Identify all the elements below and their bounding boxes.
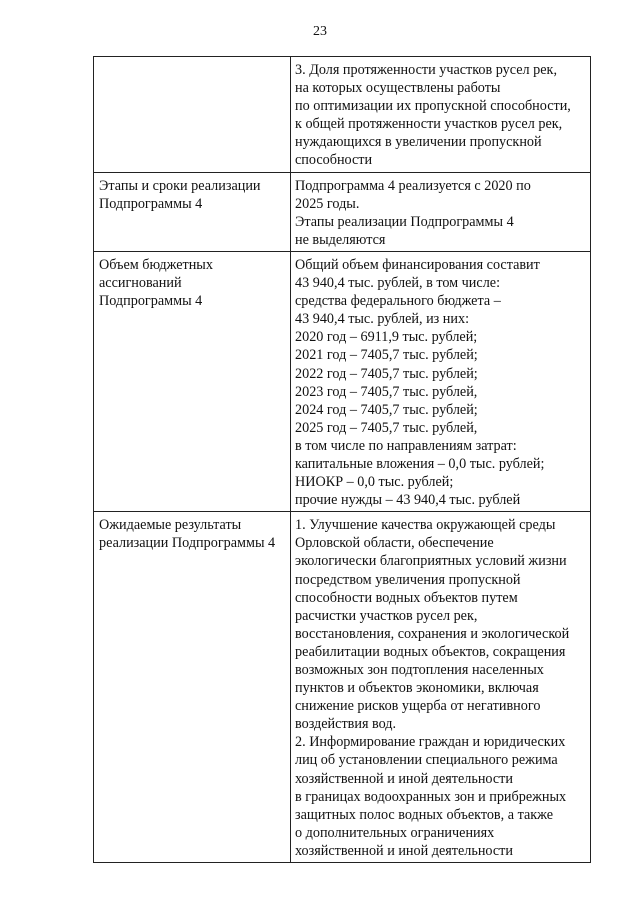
text-line: Этапы и сроки реализации: [99, 177, 261, 194]
text-line: лиц об установлении специального режима: [295, 752, 558, 769]
text-line: 43 940,4 тыс. рублей, из них:: [295, 311, 470, 328]
text-line: 2021 год – 7405,7 тыс. рублей;: [295, 347, 478, 364]
text-line: в том числе по направлениям затрат:: [295, 437, 517, 454]
text-line: 2020 год – 6911,9 тыс. рублей;: [295, 329, 478, 346]
text-line: к общей протяженности участков русел рек,: [295, 116, 563, 133]
row-value: [291, 512, 591, 863]
table-row-indicators: [94, 57, 591, 173]
text-line: прочие нужды – 43 940,4 тыс. рублей: [295, 492, 521, 509]
text-line: реализации Подпрограммы 4: [99, 535, 276, 552]
text-line: не выделяются: [295, 231, 386, 248]
row-value: [291, 57, 591, 173]
text-line: в границах водоохранных зон и прибрежных: [295, 788, 567, 805]
text-line: воздействия вод.: [295, 716, 397, 733]
text-line: 2023 год – 7405,7 тыс. рублей,: [295, 383, 478, 400]
page-number: 23: [313, 24, 327, 39]
text-line: расчистки участков русел рек,: [295, 607, 478, 624]
text-line: способности водных объектов путем: [295, 589, 518, 606]
text-line: Этапы реализации Подпрограммы 4: [295, 213, 514, 230]
row-label: [94, 512, 291, 863]
text-line: 2025 годы.: [295, 195, 360, 212]
text-line: по оптимизации их пропускной способности,: [295, 98, 571, 115]
text-line: реабилитации водных объектов, сокращения: [295, 643, 566, 660]
text-line: 2024 год – 7405,7 тыс. рублей;: [295, 401, 478, 418]
text-line: защитных полос водных объектов, а также: [295, 806, 554, 823]
table-row-expected-results: [94, 512, 591, 863]
text-line: хозяйственной и иной деятельности: [295, 842, 513, 859]
text-line: Орловской области, обеспечение: [295, 535, 494, 552]
text-line: посредством увеличения пропускной: [295, 571, 521, 588]
text-line: на которых осуществлены работы: [295, 80, 501, 97]
row-label: [94, 251, 291, 511]
text-line: средства федерального бюджета –: [295, 293, 501, 310]
text-line: Общий объем финансирования составит: [295, 256, 540, 273]
text-line: 1. Улучшение качества окружающей среды: [295, 517, 556, 534]
text-line: хозяйственной и иной деятельности: [295, 770, 513, 787]
text-line: Подпрограммы 4: [99, 293, 203, 310]
text-line: пунктов и объектов экономики, включая: [295, 680, 539, 697]
text-line: 43 940,4 тыс. рублей, в том числе:: [295, 275, 501, 292]
text-line: о дополнительных ограничениях: [295, 824, 495, 841]
text-line: нуждающихся в увеличении пропускной: [295, 134, 542, 151]
text-line: возможных зон подтопления населенных: [295, 662, 544, 678]
text-line: капитальные вложения – 0,0 тыс. рублей;: [295, 455, 545, 472]
text-line: Ожидаемые результаты: [99, 517, 242, 534]
text-line: 2. Информирование граждан и юридических: [295, 734, 566, 751]
row-label: [94, 57, 291, 173]
row-value: [291, 172, 591, 251]
text-line: 2025 год – 7405,7 тыс. рублей,: [295, 419, 478, 436]
text-line: ассигнований: [99, 275, 182, 292]
table-row-budget: [94, 251, 591, 511]
text-line: снижение рисков ущерба от негативного: [295, 698, 541, 715]
text-line: 3. Доля протяженности участков русел рек,: [295, 62, 557, 78]
text-line: 2022 год – 7405,7 тыс. рублей;: [295, 365, 478, 382]
text-line: экологически благоприятных условий жизни: [295, 553, 567, 570]
subprogram-passport-table: [93, 56, 591, 863]
text-line: Подпрограммы 4: [99, 195, 203, 212]
text-line: НИОКР – 0,0 тыс. рублей;: [295, 474, 454, 491]
text-line: Объем бюджетных: [99, 256, 213, 273]
table-row-stages: [94, 172, 591, 251]
text-line: Подпрограмма 4 реализуется с 2020 по: [295, 177, 531, 194]
row-value: [291, 251, 591, 511]
row-label: [94, 172, 291, 251]
text-line: восстановления, сохранения и экологической: [295, 625, 570, 642]
text-line: способности: [295, 152, 373, 169]
